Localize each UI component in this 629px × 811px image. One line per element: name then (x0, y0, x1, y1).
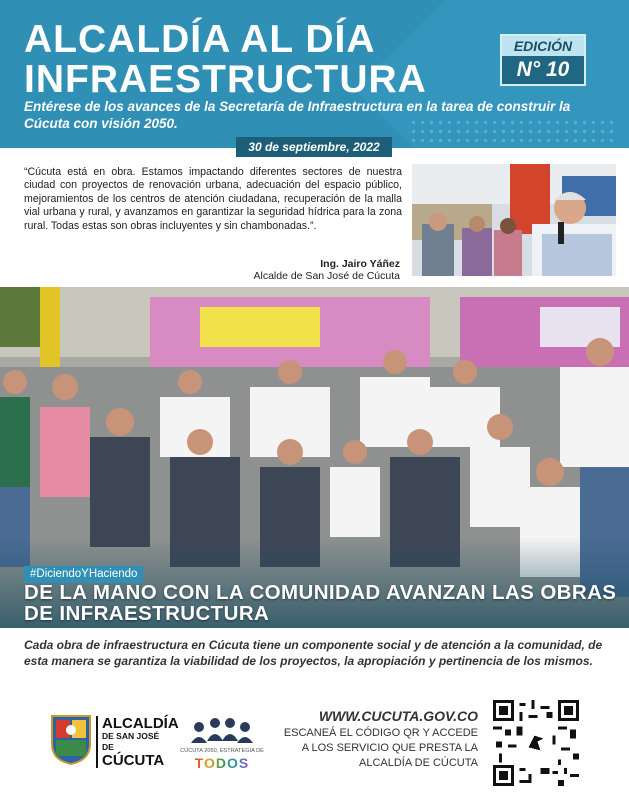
brand-line-2: DE SAN JOSÉ DE (102, 731, 160, 752)
edition-label: EDICIÓN (502, 36, 584, 56)
todos-tagline: CÚCUTA 2050, ESTRATEGIA DE (180, 748, 264, 754)
todos-wordmark (176, 755, 268, 771)
feature-headline: DE LA MANO CON LA COMUNIDAD AVANZAN LAS OBRAS DE INFRAESTRUCTURA (24, 581, 617, 625)
mayor-photo (412, 164, 616, 276)
brand-line-3: CÚCUTA (102, 752, 165, 769)
hashtag-label: #DiciendoYHaciendo (24, 566, 143, 583)
todos-word: TODOS (194, 755, 250, 771)
alcaldia-logo (96, 715, 179, 769)
mayor-quote: “Cúcuta está en obra. Estamos impactando diferentes sectores de nuestra ciudad con proyectos de renovación urbana, adecuación del espacio público, mejoramientos de los centros de atención ciudadana, recuperación de la malla vial urbana y rural, y avanzamos en garantizar la seguridad hídrica para la zona rural. Todas estas son obras incluyentes y sin chambonadas.”. (24, 166, 402, 232)
website-link[interactable]: WWW.CUCUTA.GOV.CO (318, 708, 478, 724)
quote-author-role: Alcalde de San José de Cúcuta (253, 270, 400, 282)
qr-code[interactable] (493, 700, 579, 786)
feature-description: Cada obra de infraestructura en Cúcuta tiene un componente social y de atención a la comunidad, de esta manera se garantiza la viabilidad de los proyectos, la apropiación y pertinencia de los mismos. (24, 638, 603, 668)
brand-line-1: ALCALDÍA (102, 715, 179, 732)
issue-date: 30 de septiembre, 2022 (236, 137, 392, 157)
title-line-2: INFRAESTRUCTURA (24, 58, 427, 101)
edition-number: N° 10 (502, 56, 584, 84)
qr-instructions: ESCANEÁ EL CÓDIGO QR Y ACCEDE A LOS SERVICIO QUE PRESTA LA ALCALDÍA DE CÚCUTA (283, 727, 478, 769)
header-subtitle: Entérese de los avances de la Secretaría de Infraestructura en la tarea de construir la Cúcuta con visión 2050. (24, 99, 571, 131)
edition-badge (500, 34, 586, 86)
cucuta-coat-of-arms-icon (50, 714, 92, 766)
title-line-1: ALCALDÍA AL DÍA (24, 18, 376, 61)
quote-author: Ing. Jairo Yáñez (320, 258, 400, 270)
header-banner (0, 0, 629, 148)
